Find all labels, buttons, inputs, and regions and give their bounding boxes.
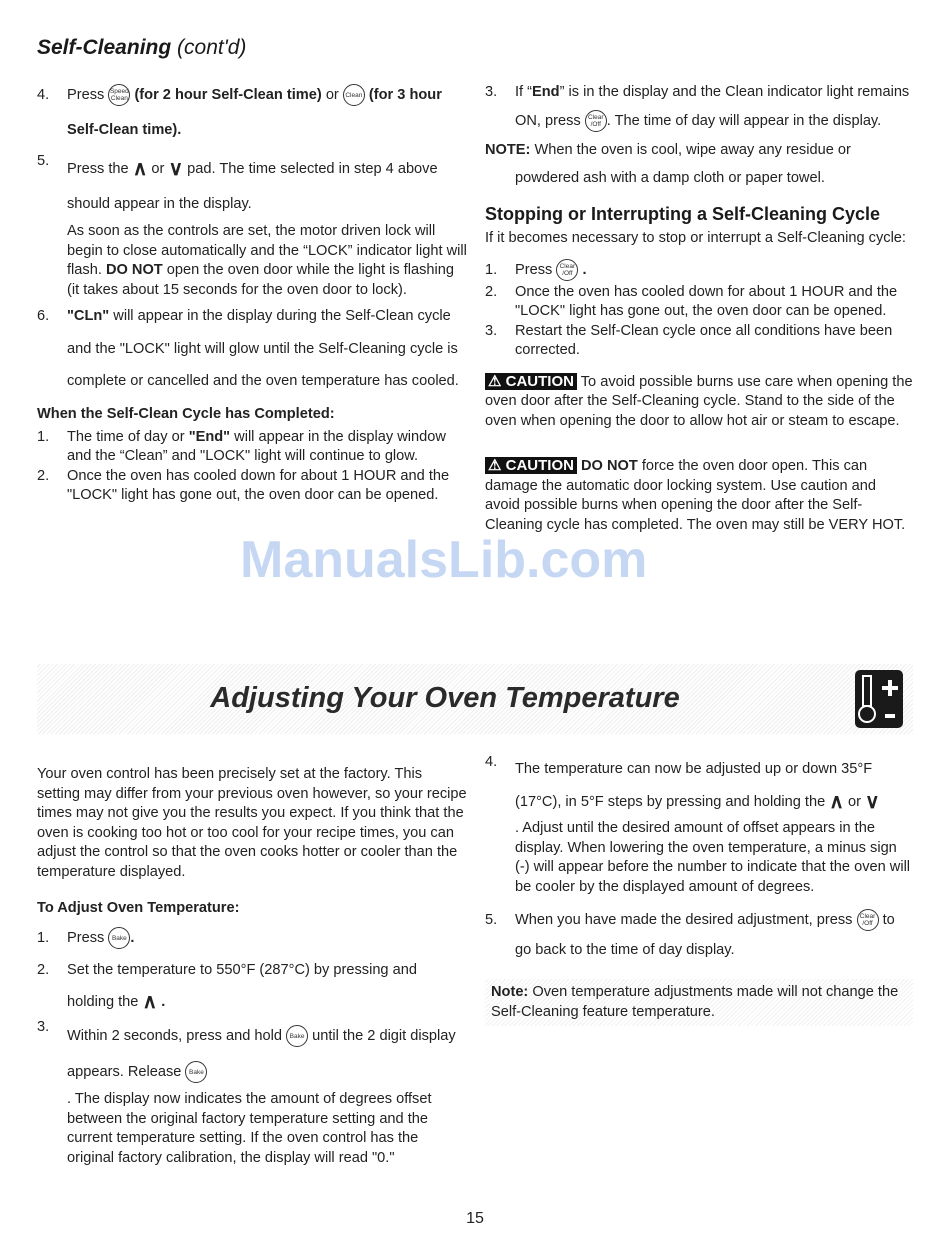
step-text: If “: [515, 84, 533, 100]
adjust-step-3: [37, 1018, 467, 1168]
step-text-bold: End: [532, 84, 560, 100]
step-text: will appear in the display window and the “Clean” and "LOCK" light will continue to glow.: [67, 428, 446, 464]
btn-label: /Off: [590, 121, 601, 129]
adjust-note: [485, 979, 913, 1026]
clear-off-button-icon: [857, 909, 879, 931]
step-text: The temperature can now be adjusted up or down 35°F (17°C), in 5°F steps by pressing and holding the: [515, 761, 873, 810]
note: [485, 136, 913, 192]
up-arrow-icon: ∧: [142, 991, 158, 1013]
step-3: [485, 78, 913, 136]
step-text: . The time of day will appear in the display.: [606, 113, 882, 129]
step-text: open the oven door while the light is flashing (it takes about 15 seconds for the oven door to lock).: [67, 262, 454, 298]
step-number: 3.: [37, 1019, 50, 1035]
step-text: or: [847, 794, 861, 810]
intro-paragraph: Your oven control has been precisely set at the factory. This setting may differ from your previous oven however, so your recipe times may not give you the results you expect. If you think that the oven is cooking too hot or too cool for your recipe times, you can adjust the control so that the oven cooks hotter or cooler than the temperature displayed.: [37, 766, 467, 880]
section-banner: [37, 664, 913, 734]
step-number: 5.: [485, 912, 498, 928]
page-number: 15: [466, 1210, 484, 1227]
left-column-top: [37, 78, 467, 506]
note-label: Note:: [491, 984, 529, 1000]
step-text: until the 2 digit display appears. Release: [67, 1028, 456, 1080]
up-arrow-icon: ∧: [132, 158, 148, 180]
step-text: . The display now indicates the amount of degrees offset between the original factory temperature setting and the current temperature setting. If the oven control has the original factory calibration, the display will read "0.": [67, 1091, 432, 1166]
completed-step-1: [37, 428, 467, 467]
step-text: will appear in the display during the Self-Clean cycle and the "LOCK" light will glow until the Self-Cleaning cycle is complete or cancelled and the oven temperature has cooled.: [67, 308, 459, 389]
btn-label: /Off: [562, 269, 573, 277]
caution-label: CAUTION: [505, 457, 574, 474]
note-text: When the oven is cool, wipe away any residue or powdered ash with a damp cloth or paper towel.: [515, 142, 851, 186]
right-column-top: [485, 78, 913, 535]
step-5: [37, 152, 467, 300]
step-text: Restart the Self-Clean cycle once all conditions have been corrected.: [515, 322, 893, 358]
left-column-bottom: [37, 765, 467, 1168]
step-text: Press the: [67, 161, 129, 177]
step-number: 5.: [37, 153, 50, 169]
stop-step-2: [485, 283, 913, 322]
step-text: Within 2 seconds, press and hold: [67, 1028, 282, 1044]
step-6: [37, 300, 467, 398]
step-text-bold: "End": [188, 428, 231, 445]
step-number: 4.: [485, 754, 498, 770]
step-text-bold: (for 3 hour Self-Clean time).: [67, 87, 442, 138]
stop-step-3: [485, 322, 913, 361]
caution-badge: ⚠ CAUTION: [485, 373, 577, 390]
watermark: ManualsLib.com: [240, 531, 648, 589]
down-arrow-icon: ∨: [168, 158, 184, 180]
step-text: or: [151, 161, 165, 177]
step-text: Once the oven has cooled down for about 1 HOUR and the "LOCK" light has gone out, the oven door can be opened.: [515, 283, 898, 319]
bake-button-icon: Bake: [286, 1025, 308, 1047]
adjust-step-2: 2. Set the temperature to 550°F (287°C) by pressing and holding the ∧ .: [37, 954, 467, 1018]
adjust-step-1: 1. Press Bake .: [37, 922, 467, 954]
up-arrow-icon: ∧: [829, 791, 844, 813]
caution-text: To avoid possible burns use care when opening the oven door after the Self-Cleaning cycle. Stand to the side of the oven when opening the door to allow hot air or steam to escape.: [485, 373, 913, 429]
step-text: As soon as the controls are set, the motor driven lock will begin to close automatically and the “LOCK” indicator light will flash.: [67, 223, 467, 278]
step-text-bold: DO NOT: [105, 262, 163, 278]
clear-off-button-icon: [556, 259, 578, 281]
step-number: 2.: [37, 962, 50, 978]
btn-label: Clear: [559, 262, 576, 270]
note-label: NOTE:: [485, 142, 531, 158]
caution-text: force the oven door open. This can damage the automatic door locking system. Use caution and avoid possible burns when opening the door after the Self-Cleaning cycle has completed. The oven may still be VERY HOT.: [485, 458, 906, 533]
stop-step-1: 1. Press Clear /Off .: [485, 257, 913, 283]
step-number: 4.: [37, 87, 50, 103]
step-number: 1.: [37, 930, 50, 946]
step-text-bold: "CLn": [67, 308, 110, 324]
step-text: Once the oven has cooled down for about 1 HOUR and the "LOCK" light has gone out, the oven door can be opened.: [67, 467, 450, 503]
step-text: Press: [67, 930, 105, 946]
bake-button-icon: Bake: [185, 1061, 207, 1083]
btn-label: Clear: [859, 913, 876, 921]
btn-label: Clear: [587, 114, 604, 122]
adjust-heading: To Adjust Oven Temperature:: [37, 900, 240, 916]
step-text: Set the temperature to 550°F (287°C) by pressing and holding the: [67, 962, 417, 1010]
speed-clean-button-icon: [108, 84, 130, 106]
step-number: 1.: [485, 261, 498, 278]
thermometer-plus-minus-icon: [855, 670, 903, 728]
step-text: ” is in the display and the Clean indicator light remains ON, press: [515, 84, 910, 129]
step-text: or: [325, 87, 339, 103]
title-suffix: (cont'd): [177, 36, 247, 59]
adjust-step-5: [485, 905, 913, 965]
btn-label: Speed: [109, 88, 129, 96]
right-column-bottom: [485, 753, 913, 1026]
step-text-bold: (for 2 hour Self-Clean time): [134, 87, 322, 103]
caution-1: [485, 373, 913, 432]
caution-bold: DO NOT: [581, 458, 638, 474]
step-text: When you have made the desired adjustment, press: [515, 912, 853, 928]
btn-label: /Off: [862, 920, 873, 928]
step-number: 3.: [485, 322, 498, 339]
completed-step-2: [37, 467, 467, 506]
step-text: pad. The time selected in step 4 above should appear in the display.: [67, 161, 438, 212]
clear-off-button-icon: [585, 110, 607, 132]
step-text: The time of day or: [67, 428, 185, 445]
step-text: to go back to the time of day display.: [515, 912, 895, 958]
completed-heading: When the Self-Clean Cycle has Completed:: [37, 405, 335, 422]
clean-button-icon: Clean: [343, 84, 365, 106]
step-number: 6.: [37, 308, 50, 324]
down-arrow-icon: ∨: [865, 791, 880, 813]
step-number: 2.: [485, 283, 498, 300]
caution-2: [485, 457, 913, 535]
step-text: Press: [67, 87, 105, 103]
caution-badge: ⚠ CAUTION: [485, 457, 577, 474]
bake-button-icon: Bake: [108, 927, 130, 949]
section-title: Adjusting Your Oven Temperature: [210, 682, 680, 714]
stop-intro: If it becomes necessary to stop or interrupt a Self-Cleaning cycle:: [485, 230, 906, 246]
step-number: 2.: [37, 467, 50, 484]
step-4: [37, 78, 467, 148]
caution-label: CAUTION: [505, 372, 574, 390]
step-text: . Adjust until the desired amount of offset appears in the display. When lowering the oven temperature, a minus sign (-) will appear before the number to indicate that the oven will be cooler by the displayed amount of degrees.: [515, 820, 911, 895]
page-title: [37, 36, 246, 60]
step-number: 3.: [485, 84, 498, 100]
stop-heading: Stopping or Interrupting a Self-Cleaning Cycle: [485, 204, 881, 224]
adjust-step-4: [485, 753, 913, 897]
note-text: Oven temperature adjustments made will not change the Self-Cleaning feature temperature.: [491, 984, 899, 1020]
title-text: Self-Cleaning: [37, 36, 172, 59]
step-number: 1.: [37, 428, 50, 445]
step-text: Press: [515, 261, 553, 278]
btn-label: Clean: [110, 95, 128, 103]
